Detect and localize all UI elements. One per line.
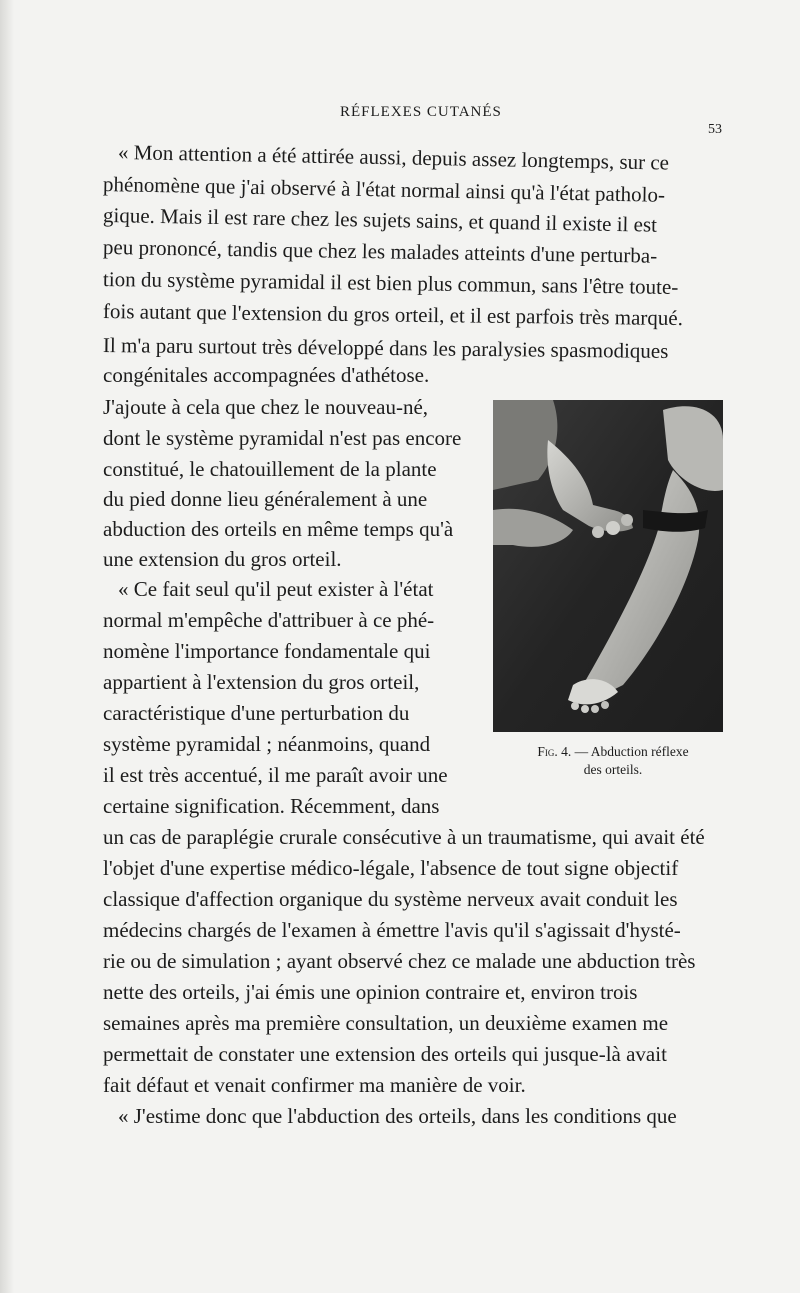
body-line: J'ajoute à cela que chez le nouveau-né, xyxy=(103,395,429,419)
body-line: certaine signification. Récemment, dans xyxy=(103,794,440,818)
body-line: constitué, le chatouillement de la plante xyxy=(103,457,437,481)
body-line: rie ou de simulation ; ayant observé chez ce malade une abduction très xyxy=(103,949,696,973)
body-line: une extension du gros orteil. xyxy=(103,547,342,571)
body-line: permettait de constater une extension des orteils qui jusque-là avait xyxy=(103,1042,667,1066)
body-line: dont le système pyramidal n'est pas encore xyxy=(103,426,462,450)
foot-photo-illustration xyxy=(493,400,723,732)
figure-caption-line1: — Abduction réflexe xyxy=(571,744,689,759)
running-title: RÉFLEXES CUTANÉS xyxy=(340,104,502,120)
body-line: phénomène que j'ai observé à l'état normal ainsi qu'à l'état patholo- xyxy=(102,172,666,207)
body-line: tion du système pyramidal il est bien plus commun, sans l'être toute- xyxy=(102,267,679,300)
page-number: 53 xyxy=(708,122,722,137)
body-line: normal m'empêche d'attribuer à ce phé- xyxy=(103,608,435,632)
body-line: nomène l'importance fondamentale qui xyxy=(103,639,431,663)
body-line: l'objet d'une expertise médico-légale, l'absence de tout signe objectif xyxy=(103,856,679,880)
body-line: abduction des orteils en même temps qu'à xyxy=(103,517,454,541)
body-line: congénitales accompagnées d'athétose. xyxy=(103,363,430,387)
body-line: peu prononcé, tandis que chez les malades atteints d'une perturba- xyxy=(102,235,658,268)
body-line: « Mon attention a été attirée aussi, depuis assez longtemps, sur ce xyxy=(117,140,670,175)
body-line: Il m'a paru surtout très développé dans les paralysies spasmodiques xyxy=(102,333,669,363)
body-line: semaines après ma première consultation, un deuxième examen me xyxy=(103,1011,669,1035)
body-line: fois autant que l'extension du gros orteil, et il est parfois très marqué. xyxy=(102,299,684,331)
body-line: il est très accentué, il me paraît avoir une xyxy=(103,763,448,787)
page-header xyxy=(0,104,800,137)
body-line: du pied donne lieu généralement à une xyxy=(103,487,428,511)
figure-caption-line2: des orteils. xyxy=(583,762,643,777)
body-line: médecins chargés de l'examen à émettre l'avis qu'il s'agissait d'hysté- xyxy=(103,918,681,942)
page-edge xyxy=(0,0,14,1293)
body-line: gique. Mais il est rare chez les sujets sains, et quand il existe il est xyxy=(102,203,658,237)
body-line: nette des orteils, j'ai émis une opinion contraire et, environ trois xyxy=(103,980,638,1004)
body-line: fait défaut et venait confirmer ma manière de voir. xyxy=(103,1073,526,1097)
body-line: classique d'affection organique du système nerveux avait conduit les xyxy=(103,887,678,911)
body-line: « J'estime donc que l'abduction des orteils, dans les conditions que xyxy=(118,1104,677,1128)
body-line: système pyramidal ; néanmoins, quand xyxy=(103,732,431,756)
figure-label: Fig. 4. xyxy=(537,744,572,759)
body-line: un cas de paraplégie crurale consécutive à un traumatisme, qui avait été xyxy=(103,825,705,849)
body-line: caractéristique d'une perturbation du xyxy=(103,701,410,725)
body-line: appartient à l'extension du gros orteil, xyxy=(103,670,420,694)
figure-photo xyxy=(493,400,723,732)
body-line: « Ce fait seul qu'il peut exister à l'état xyxy=(118,577,434,601)
figure-caption xyxy=(493,743,733,779)
